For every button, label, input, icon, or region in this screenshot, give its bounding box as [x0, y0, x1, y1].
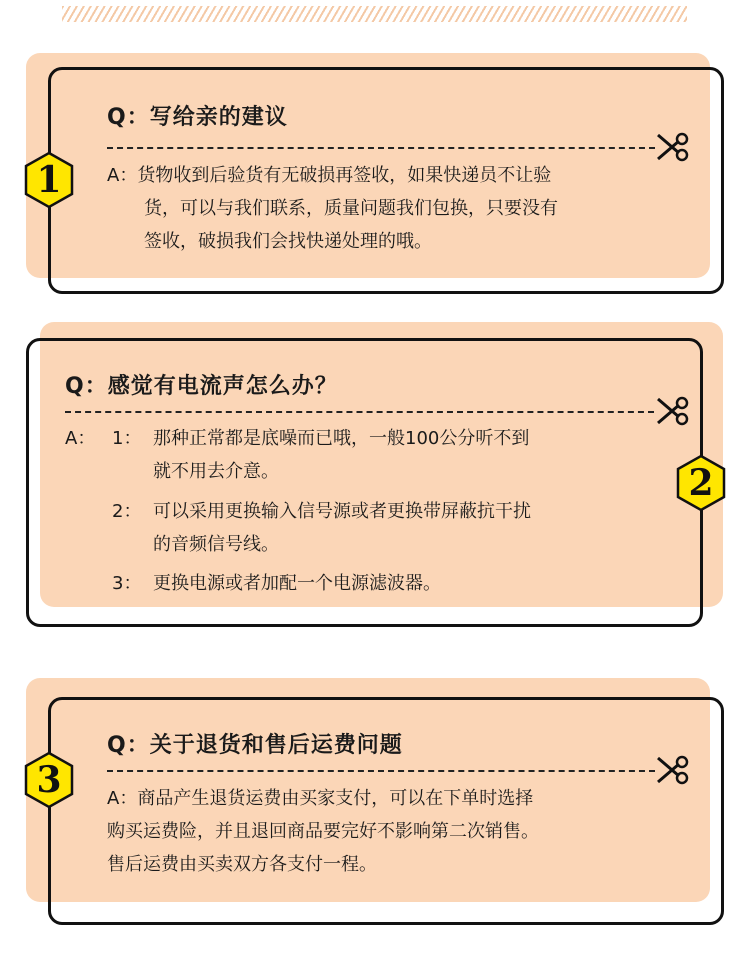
badge-number: 1 [36, 159, 62, 201]
answer-line: 更换电源或者加配一个电源滤波器。 [153, 573, 441, 594]
answer-item-number: 2： [112, 501, 142, 522]
dashed-divider [107, 770, 655, 772]
answer-item-text [153, 495, 531, 561]
question-title: Q：写给亲的建议 [107, 105, 288, 130]
scissors-icon [655, 396, 689, 426]
answer-item-number: 1： [112, 428, 142, 449]
number-badge-3 [24, 751, 74, 809]
answer-line: 那种正常都是底噪而已哦，一般100公分听不到 [153, 428, 530, 449]
dashed-divider [65, 411, 654, 413]
answer-line: 签收，破损我们会找快递处理的哦。 [144, 231, 432, 252]
answer-line: 的音频信号线。 [153, 534, 279, 555]
answer-line: 购买运费险，并且退回商品要完好不影响第二次销售。 [107, 821, 539, 842]
decorative-stripes [62, 6, 687, 22]
answer-text [107, 782, 539, 881]
number-badge-1 [24, 151, 74, 209]
answer-line: 可以采用更换输入信号源或者更换带屏蔽抗干扰 [153, 501, 531, 522]
answer-line: A：货物收到后验货有无破损再签收，如果快递员不让验 [107, 165, 552, 186]
answer-item-number: 3： [112, 573, 142, 594]
number-badge-2 [676, 454, 726, 512]
answer-line: A：商品产生退货运费由买家支付，可以在下单时选择 [107, 788, 534, 809]
scissors-icon [655, 132, 689, 162]
answer-line: 售后运费由买卖双方各支付一程。 [107, 854, 377, 875]
dashed-divider [107, 147, 655, 149]
answer-text [107, 159, 558, 258]
question-title: Q：关于退货和售后运费问题 [107, 733, 403, 758]
answer-line: 货，可以与我们联系，质量问题我们包换，只要没有 [144, 198, 558, 219]
answer-line: 就不用去介意。 [153, 461, 279, 482]
question-title: Q：感觉有电流声怎么办？ [65, 374, 338, 399]
answer-item-text [153, 567, 441, 600]
scissors-icon [655, 755, 689, 785]
answer-prefix: A： [65, 428, 96, 449]
answer-item-text [153, 422, 529, 488]
badge-number: 3 [36, 759, 62, 801]
badge-number: 2 [688, 462, 714, 504]
